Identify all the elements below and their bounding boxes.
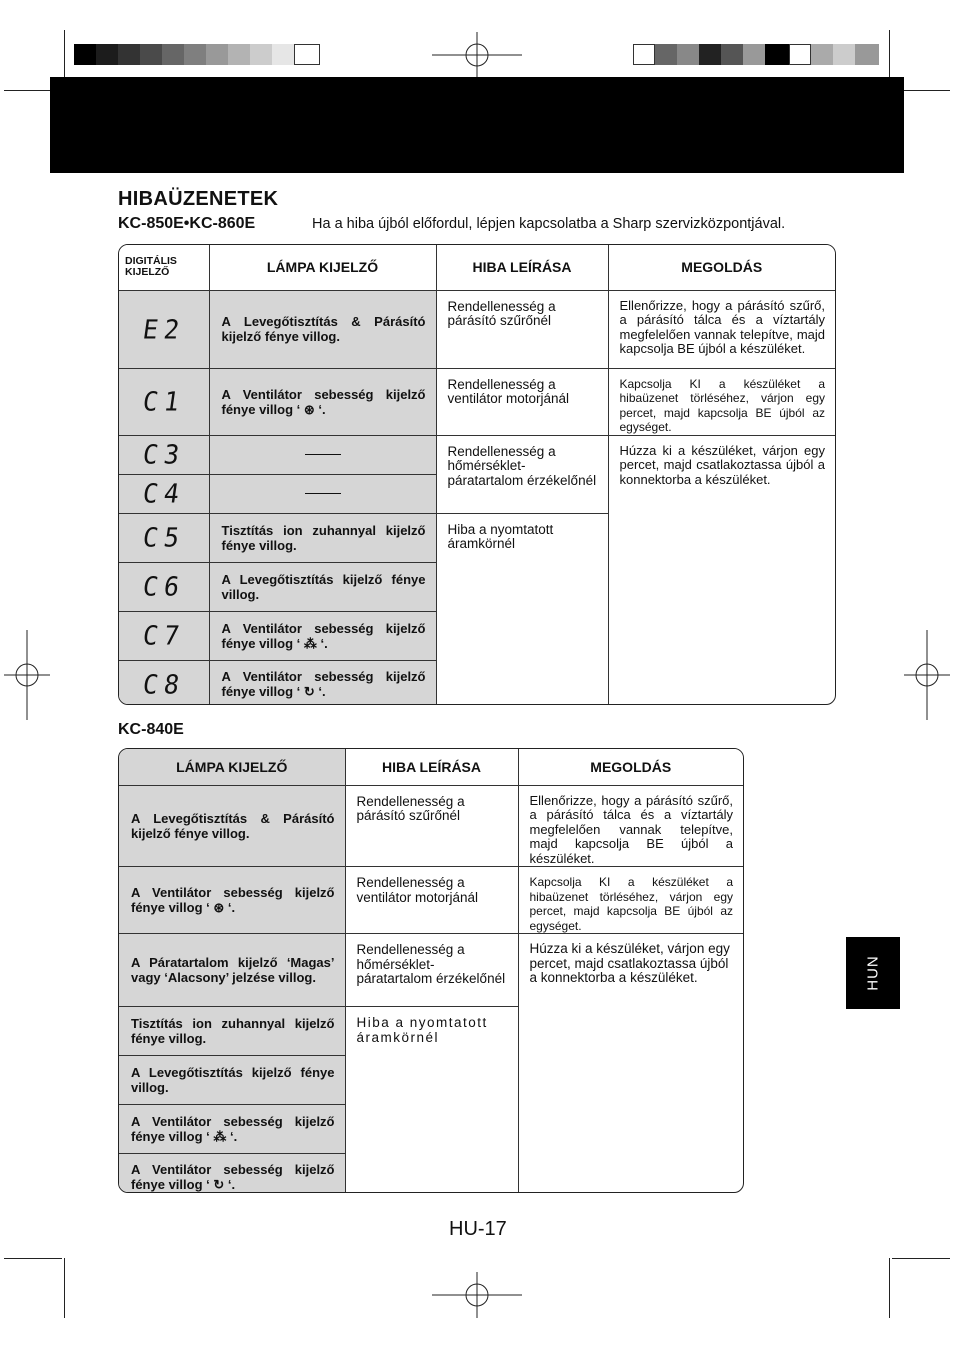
registration-mark-right-icon [904, 630, 950, 720]
fault-cell: Hiba a nyomtatott áramkörnél [345, 1007, 518, 1194]
header-fault: HIBA LEÍRÁSA [345, 749, 518, 785]
model-heading-b: KC-840E [118, 721, 184, 738]
code-cell: E2 [119, 290, 209, 368]
lamp-cell: A Ventilátor sebesség kijelző fénye villog ‘ ⁂ ‘. [119, 1105, 345, 1154]
solution-cell: Kapcsolja KI a készüléket a hibaüzenet törléséhez, várjon egy percet, majd kapcsolja BE újból az egységet. [518, 867, 743, 934]
lamp-cell: A Levegőtisztítás & Párásító kijelző fénye villog. [119, 785, 345, 867]
fault-cell: Rendellenesség a ventilátor motorjánál [436, 368, 608, 435]
error-table-a [118, 244, 836, 705]
fault-cell: Rendellenesség a hőmérséklet-páratartalom érzékelőnél [345, 934, 518, 1007]
lamp-cell: A Ventilátor sebesség kijelző fénye villog ‘ ↻ ‘. [209, 660, 436, 705]
code-cell: C5 [119, 513, 209, 562]
lamp-cell-empty [209, 474, 436, 513]
fault-cell: Rendellenesség a hőmérséklet-páratartalom érzékelőnél [436, 435, 608, 513]
dash-lamp [305, 493, 341, 494]
code-cell: C6 [119, 562, 209, 611]
lamp-cell: A Levegőtisztítás kijelző fénye villog. [209, 562, 436, 611]
fault-cell: Rendellenesség a párásító szűrőnél [436, 290, 608, 368]
error-table-b [118, 748, 744, 1193]
page-number: HU-17 [449, 1218, 507, 1240]
model-heading-a: KC-850E•KC-860E [118, 215, 256, 232]
page-title: HIBAÜZENETEK [118, 188, 279, 210]
lamp-cell: A Ventilátor sebesség kijelző fénye villog ‘ ⊛ ‘. [209, 368, 436, 435]
code-cell: C4 [119, 474, 209, 513]
table-row [119, 368, 835, 435]
language-tab-label: HUN [864, 955, 882, 991]
table-row [119, 290, 835, 368]
solution-cell: Húzza ki a készüléket, várjon egy percet, majd csatlakoztassa újból a konnektorba a készüléket. [518, 934, 743, 1194]
registration-mark-bottom-icon [432, 1272, 522, 1318]
registration-mark-left-icon [4, 630, 50, 720]
code-cell: C3 [119, 435, 209, 474]
solution-cell: Ellenőrizze, hogy a párásító szűrő, a párásító tálca és a víztartály megfelelően vannak telepítve, majd kapcsolja BE újból a készüléket. [608, 290, 835, 368]
table-row [119, 785, 743, 867]
solution-cell: Húzza ki a készüléket, várjon egy percet, majd csatlakoztassa újból a konnektorba a készüléket. [608, 435, 835, 705]
header-digital: DIGITÁLIS KIJELZŐ [119, 245, 209, 290]
lamp-cell: Tisztítás ion zuhannyal kijelző fénye villog. [209, 513, 436, 562]
code-cell: C8 [119, 660, 209, 705]
lamp-cell: A Ventilátor sebesség kijelző fénye villog ‘ ⁂ ‘. [209, 611, 436, 660]
language-tab [846, 937, 900, 1009]
lamp-cell-empty [209, 435, 436, 474]
fault-cell: Rendellenesség a párásító szűrőnél [345, 785, 518, 867]
solution-cell: Ellenőrizze, hogy a párásító szűrő, a párásító tálca és a víztartály megfelelően vannak telepítve, majd kapcsolja BE újból a készüléket. [518, 785, 743, 867]
header-bar [50, 77, 904, 173]
registration-mark-top-icon [432, 32, 522, 78]
code-cell: C7 [119, 611, 209, 660]
lamp-cell: A Páratartalom kijelző ‘Magas’ vagy ‘Alacsony’ jelzése villog. [119, 934, 345, 1007]
solution-cell: Kapcsolja KI a készüléket a hibaüzenet törléséhez, várjon egy percet, majd kapcsolja BE újból az egységet. [608, 368, 835, 435]
table-row [119, 934, 743, 1007]
dash-lamp [305, 454, 341, 455]
table-row [119, 435, 835, 474]
header-lamp: LÁMPA KIJELZŐ [209, 245, 436, 290]
lamp-cell: Tisztítás ion zuhannyal kijelző fénye villog. [119, 1007, 345, 1056]
lamp-cell: A Ventilátor sebesség kijelző fénye villog ‘ ⊛ ‘. [119, 867, 345, 934]
fault-cell: Hiba a nyomtatott áramkörnél [436, 513, 608, 705]
code-cell: C1 [119, 368, 209, 435]
lamp-cell: A Levegőtisztítás kijelző fénye villog. [119, 1056, 345, 1105]
table-row [119, 867, 743, 934]
lamp-cell: A Ventilátor sebesség kijelző fénye villog ‘ ↻ ‘. [119, 1154, 345, 1194]
fault-cell: Rendellenesség a ventilátor motorjánál [345, 867, 518, 934]
header-lamp: LÁMPA KIJELZŐ [119, 749, 345, 785]
header-solution: MEGOLDÁS [608, 245, 835, 290]
service-note: Ha a hiba újból előfordul, lépjen kapcsolatba a Sharp szervizközpontjával. [312, 216, 786, 232]
header-fault: HIBA LEÍRÁSA [436, 245, 608, 290]
lamp-cell: A Levegőtisztítás & Párásító kijelző fénye villog. [209, 290, 436, 368]
header-solution: MEGOLDÁS [518, 749, 743, 785]
